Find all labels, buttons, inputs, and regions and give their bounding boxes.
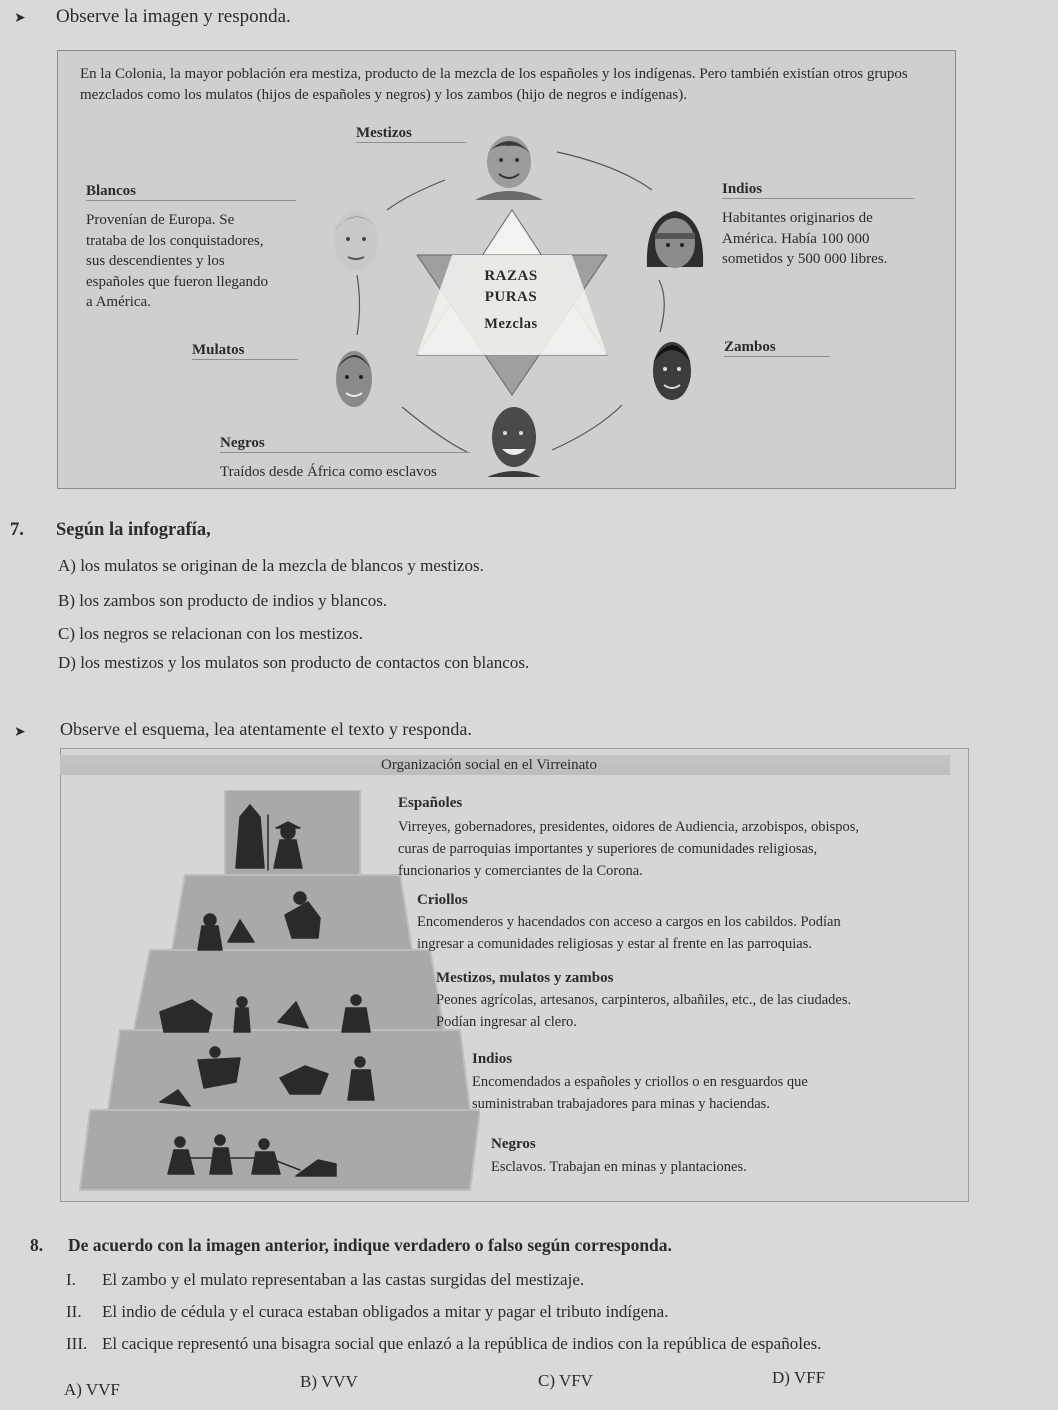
scheme-title: Organización social en el Virreinato <box>381 757 597 773</box>
level-indios-head: Indios <box>472 1051 513 1067</box>
question7-option-c[interactable]: C) los negros se relacionan con los mestizos. <box>58 624 363 643</box>
question7-option-b[interactable]: B) los zambos son producto de indios y blancos. <box>58 591 388 610</box>
bullet-arrow-icon: ➤ <box>14 725 26 740</box>
question8-option-d[interactable]: D) VFF <box>772 1368 826 1387</box>
mulato-face-icon <box>333 345 375 411</box>
level-espanoles-head: Españoles <box>398 795 463 811</box>
level-negros-text: Esclavos. Trabajan en minas y plantaciones. <box>491 1159 747 1175</box>
blanco-face-icon <box>328 203 384 275</box>
question8-option-a[interactable]: A) VVF <box>64 1380 120 1399</box>
indio-face-icon <box>641 207 709 275</box>
question8-statement-2: II. El indio de cédula y el curaca estaban obligados a mitar y pagar el tributo indígena. <box>66 1302 669 1321</box>
bullet-arrow-icon: ➤ <box>14 11 26 26</box>
level-mestizos-text: Peones agrícolas, artesanos, carpinteros, albañiles, etc., de las ciudades. Podían ingresar al clero. <box>436 992 852 1030</box>
question8-option-b[interactable]: B) VVV <box>300 1372 358 1391</box>
infographic-intro: En la Colonia, la mayor población era mestiza, producto de la mezcla de los españoles y los indígenas. Pero también existían otros grupos mezclados como los mulatos (hijos de españoles y negros) y los zambos (hijo de negros e indígenas). <box>80 66 908 103</box>
question7-option-a[interactable]: A) los mulatos se originan de la mezcla de blancos y mestizos. <box>58 556 484 575</box>
level-negros-head: Negros <box>491 1136 536 1152</box>
label-mestizos: Mestizos <box>356 125 466 143</box>
triangle-label-mezclas: Mezclas <box>484 316 538 332</box>
section1-instruction: Observe la imagen y responda. <box>56 6 291 27</box>
question8-statement-3: III. El cacique representó una bisagra social que enlazó a la república de indios con la república de españoles. <box>66 1334 822 1353</box>
triangle-label-puras: PURAS <box>484 289 538 305</box>
label-negros: Negros <box>220 435 470 453</box>
level-criollos-head: Criollos <box>417 892 468 908</box>
label-mulatos: Mulatos <box>192 342 298 360</box>
question8-option-c[interactable]: C) VFV <box>538 1371 593 1390</box>
question8-number: 8. <box>30 1235 44 1255</box>
level-indios-text: Encomendados a españoles y criollos o en resguardos que suministraban trabajadores para minas y haciendas. <box>472 1074 808 1112</box>
level-mestizos-head: Mestizos, mulatos y zambos <box>436 970 614 986</box>
question8-statement-1: I. El zambo y el mulato representaban a las castas surgidas del mestizaje. <box>66 1270 585 1289</box>
triangle-label-razas: RAZAS <box>484 268 538 284</box>
negro-face-icon <box>487 403 541 477</box>
label-indios: Indios <box>722 181 914 199</box>
label-zambos: Zambos <box>724 339 830 357</box>
label-blancos: Blancos <box>86 183 296 201</box>
level-espanoles-text: Virreyes, gobernadores, presidentes, oidores de Audiencia, arzobispos, obispos, curas de parroquias importantes y superiores de comunidades religiosas, funcionarios y comerciantes de la Corona. <box>398 819 859 879</box>
question7-stem: Según la infografía, <box>56 520 211 540</box>
question7-option-d[interactable]: D) los mestizos y los mulatos son producto de contactos con blancos. <box>58 653 530 672</box>
level-criollos-text: Encomenderos y hacendados con acceso a cargos en los cabildos. Podían ingresar a comunidades religiosas y estar al frente en las parroquias. <box>417 914 841 952</box>
question7-number: 7. <box>10 520 24 540</box>
section2-instruction: Observe el esquema, lea atentamente el texto y responda. <box>60 719 472 739</box>
desc-negros: Traídos desde África como esclavos <box>220 464 437 480</box>
mestizo-face-icon <box>473 130 545 200</box>
question8-stem: De acuerdo con la imagen anterior, indique verdadero o falso según corresponda. <box>68 1235 672 1255</box>
desc-indios: Habitantes originarios de América. Había 100 000 sometidos y 500 000 libres. <box>722 210 888 267</box>
desc-blancos: Provenían de Europa. Se trataba de los conquistadores, sus descendientes y los españoles que fueron llegando a América. <box>86 212 269 310</box>
zambo-face-icon <box>650 337 694 405</box>
